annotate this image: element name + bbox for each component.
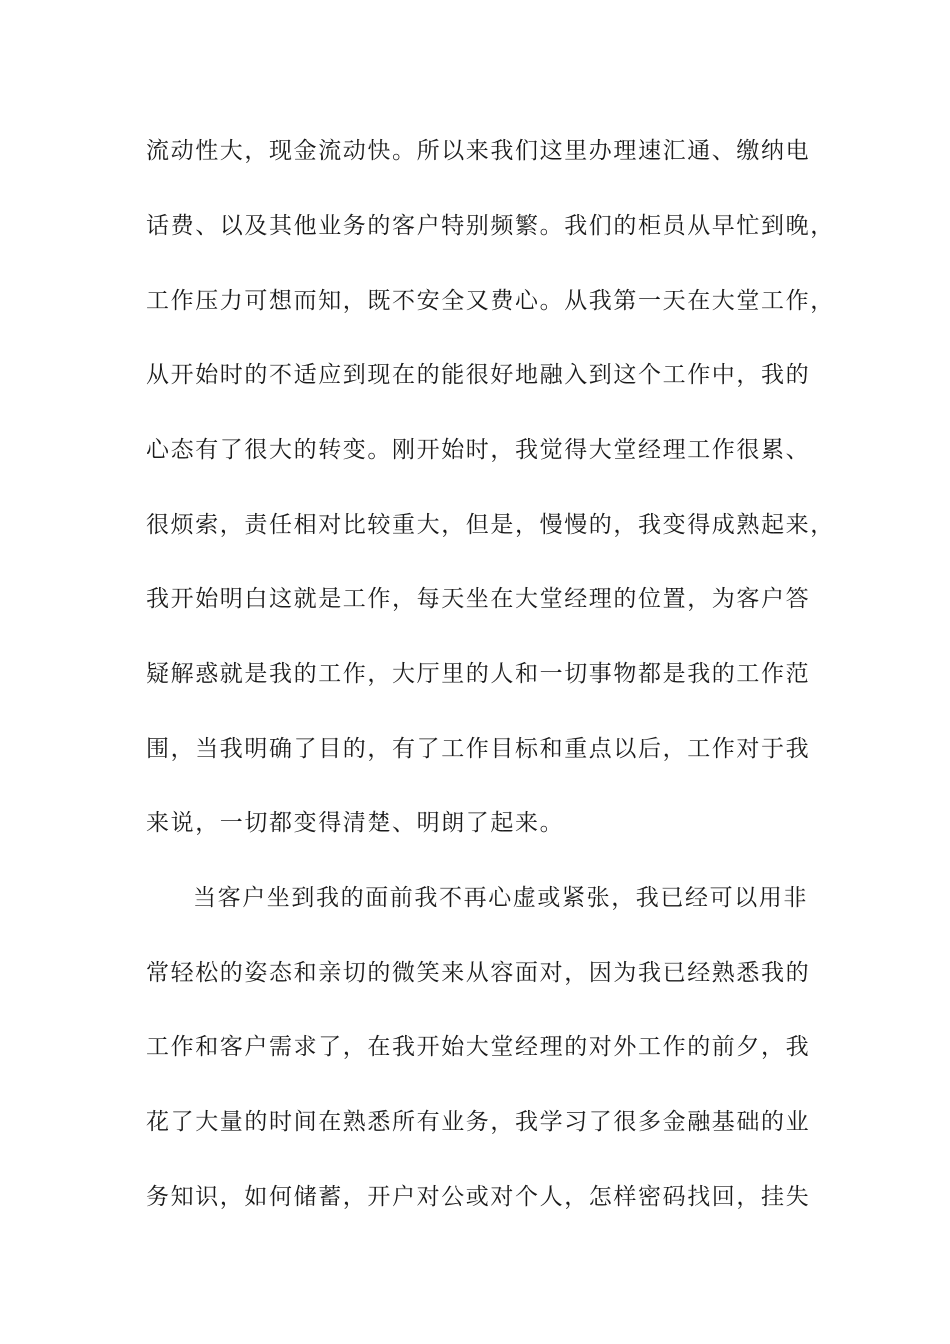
text-line: 务知识，如何储蓄，开户对公或对个人，怎样密码找回，挂失 [146,1184,811,1210]
text-line: 花了大量的时间在熟悉所有业务，我学习了很多金融基础的业 [146,1109,811,1135]
text-line: 围，当我明确了目的，有了工作目标和重点以后，工作对于我 [146,736,811,762]
text-line: 疑解惑就是我的工作，大厅里的人和一切事物都是我的工作范 [146,661,811,687]
text-line: 从开始时的不适应到现在的能很好地融入到这个工作中，我的 [146,362,811,388]
text-line: 工作压力可想而知，既不安全又费心。从我第一天在大堂工作， [146,288,835,314]
text-line: 来说，一切都变得清楚、明朗了起来。 [146,810,565,836]
text-line: 常轻松的姿态和亲切的微笑来从容面对，因为我已经熟悉我的 [146,960,811,986]
text-line: 话费、以及其他业务的客户特别频繁。我们的柜员从早忙到晚， [146,213,835,239]
text-line: 很烦索，责任相对比较重大，但是，慢慢的，我变得成熟起来， [146,512,835,538]
text-line: 流动性大，现金流动快。所以来我们这里办理速汇通、缴纳电 [146,138,811,164]
paragraph-first-line: 当客户坐到我的面前我不再心虚或紧张，我已经可以用非 [193,885,808,911]
text-line: 心态有了很大的转变。刚开始时，我觉得大堂经理工作很累、 [146,437,811,463]
text-line: 我开始明白这就是工作，每天坐在大堂经理的位置，为客户答 [146,586,811,612]
text-line: 工作和客户需求了，在我开始大堂经理的对外工作的前夕，我 [146,1034,811,1060]
